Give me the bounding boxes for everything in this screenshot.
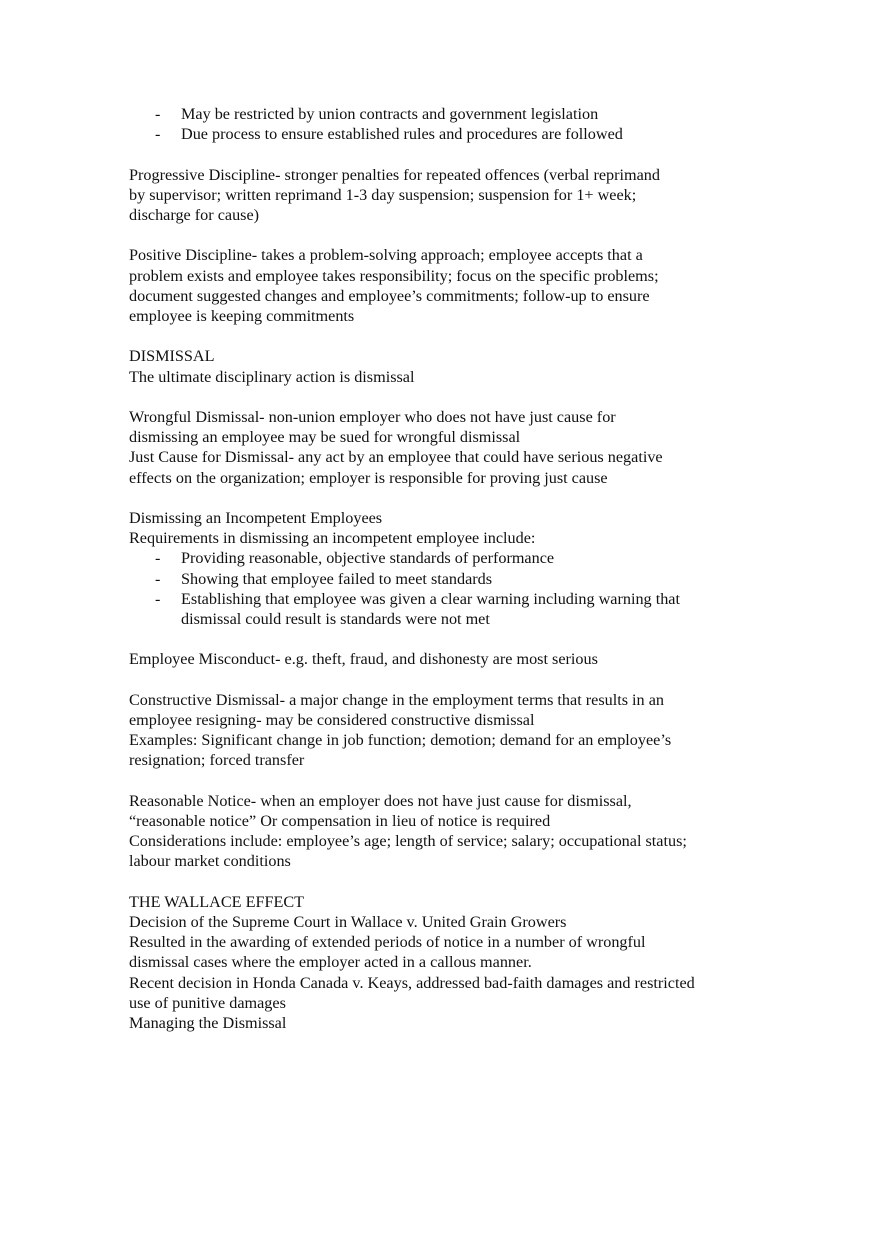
- list-item: [129, 569, 749, 589]
- paragraph-gap: [129, 326, 749, 346]
- bullet-dash: -: [155, 125, 161, 144]
- positive-discipline-line-3: document suggested changes and employee’s commitments; follow-up to ensure: [129, 286, 650, 305]
- reasonable-notice-line-1: Reasonable Notice- when an employer does not have just cause for dismissal,: [129, 791, 632, 810]
- bullet-text: May be restricted by union contracts and government legislation: [181, 105, 599, 123]
- list-item: [129, 104, 749, 124]
- bullet-text: Providing reasonable, objective standards of performance: [181, 549, 555, 568]
- constructive-examples-line-2: resignation; forced transfer: [129, 751, 305, 770]
- just-cause-line-1: Just Cause for Dismissal- any act by an employee that could have serious negative: [129, 448, 663, 467]
- wallace-line-5: use of punitive damages: [129, 993, 286, 1012]
- paragraph-gap: [129, 225, 749, 245]
- bullet-text: Due process to ensure established rules and procedures are followed: [181, 125, 623, 144]
- progressive-discipline-line-1: Progressive Discipline- stronger penalties for repeated offences (verbal reprimand: [129, 165, 660, 184]
- wallace-line-1: Decision of the Supreme Court in Wallace v. United Grain Growers: [129, 912, 567, 931]
- progressive-discipline-line-2: by supervisor; written reprimand 1-3 day suspension; suspension for 1+ week;: [129, 185, 637, 204]
- paragraph-gap: [129, 670, 749, 690]
- paragraph-gap: [129, 872, 749, 892]
- bullet-dash: -: [155, 549, 161, 568]
- reasonable-notice-line-2: “reasonable notice” Or compensation in lieu of notice is required: [129, 811, 551, 830]
- positive-discipline-line-4: employee is keeping commitments: [129, 307, 355, 325]
- bullet-dash: -: [155, 105, 161, 123]
- list-item: [129, 589, 749, 629]
- wallace-line-4: Recent decision in Honda Canada v. Keays, addressed bad-faith damages and restricted: [129, 973, 695, 992]
- wallace-heading: THE WALLACE EFFECT: [129, 892, 305, 911]
- dismissal-intro: The ultimate disciplinary action is dismissal: [129, 367, 415, 386]
- document-body: [129, 104, 749, 1033]
- bullet-dash: -: [155, 589, 161, 608]
- wallace-line-2: Resulted in the awarding of extended periods of notice in a number of wrongful: [129, 933, 646, 952]
- just-cause-line-2: effects on the organization; employer is responsible for proving just cause: [129, 468, 608, 487]
- dismissal-heading: DISMISSAL: [129, 347, 215, 366]
- positive-discipline-line-2: problem exists and employee takes responsibility; focus on the specific problems;: [129, 266, 659, 285]
- wrongful-dismissal-line-2: dismissing an employee may be sued for wrongful dismissal: [129, 428, 521, 447]
- employee-misconduct-line: Employee Misconduct- e.g. theft, fraud, and dishonesty are most serious: [129, 650, 598, 669]
- bullet-text-continuation: dismissal could result is standards were not met: [181, 610, 490, 628]
- list-item: [129, 548, 749, 568]
- paragraph-gap: [129, 629, 749, 649]
- paragraph-gap: [129, 387, 749, 407]
- incompetent-heading: Dismissing an Incompetent Employees: [129, 508, 383, 527]
- bullet-dash: -: [155, 569, 161, 588]
- wallace-line-3: dismissal cases where the employer acted in a callous manner.: [129, 953, 532, 972]
- progressive-discipline-line-3: discharge for cause): [129, 206, 260, 224]
- managing-dismissal-heading: Managing the Dismissal: [129, 1014, 287, 1032]
- constructive-dismissal-line-2: employee resigning- may be considered constructive dismissal: [129, 710, 535, 729]
- bullet-text: Showing that employee failed to meet standards: [181, 569, 493, 588]
- considerations-line-1: Considerations include: employee’s age; length of service; salary; occupational status;: [129, 832, 687, 851]
- considerations-line-2: labour market conditions: [129, 852, 291, 871]
- incompetent-intro: Requirements in dismissing an incompetent employee include:: [129, 529, 536, 548]
- constructive-examples-line-1: Examples: Significant change in job function; demotion; demand for an employee’s: [129, 731, 672, 750]
- paragraph-gap: [129, 144, 749, 164]
- wrongful-dismissal-line-1: Wrongful Dismissal- non-union employer who does not have just cause for: [129, 407, 616, 426]
- constructive-dismissal-line-1: Constructive Dismissal- a major change in the employment terms that results in an: [129, 690, 664, 709]
- positive-discipline-line-1: Positive Discipline- takes a problem-solving approach; employee accepts that a: [129, 246, 643, 265]
- list-item: [129, 124, 749, 144]
- paragraph-gap: [129, 771, 749, 791]
- paragraph-gap: [129, 488, 749, 508]
- bullet-text: Establishing that employee was given a clear warning including warning that: [181, 589, 680, 608]
